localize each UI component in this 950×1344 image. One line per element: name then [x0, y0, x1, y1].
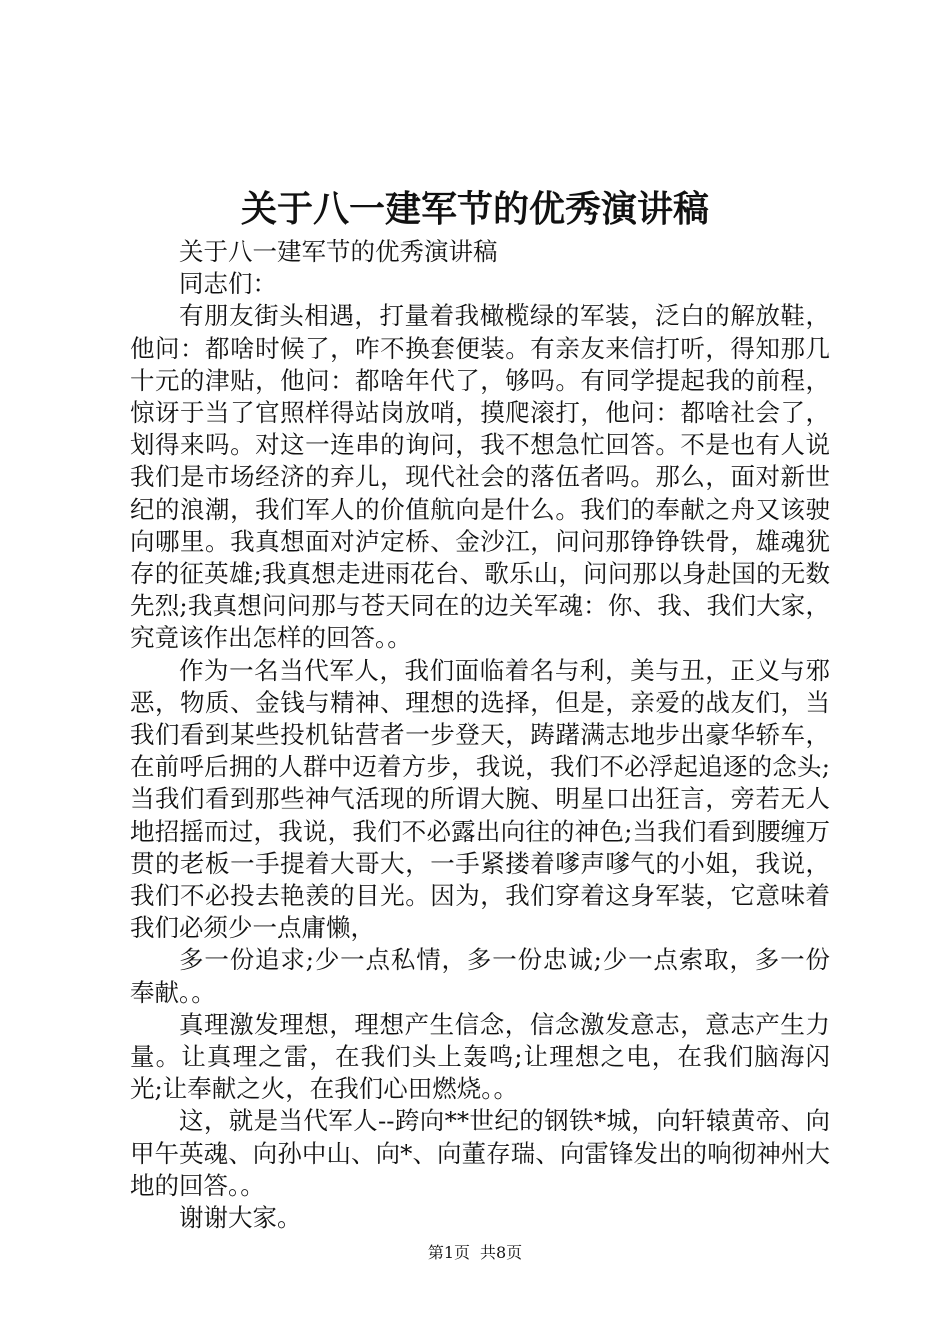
paragraph-2: 作为一名当代军人，我们面临着名与利，美与丑，正义与邪恶，物质、金钱与精神、理想的选择，但是，亲爱的战友们，当我们看到某些投机钻营者一步登天，踌躇满志地步出豪华轿车，在前呼后拥的人群中迈着方步，我说，我们不必浮起追逐的念头;当我们看到那些神气活现的所谓大腕、明星口出狂言，旁若无人地招摇而过，我说，我们不必露出向往的神色;当我们看到腰缠万贯的老板一手提着大哥大，一手紧搂着嗲声嗲气的小姐，我说，我们不必投去艳羡的目光。因为，我们穿着这身军装，它意味着我们必须少一点庸懒，	[130, 655, 830, 943]
paragraph-salutation: 同志们：	[179, 269, 277, 299]
paragraph-3: 多一份追求;少一点私情，多一份忠诚;少一点索取，多一份奉献。。	[130, 945, 830, 1007]
paragraph-5: 这，就是当代军人--跨向**世纪的钢铁*城，向轩辕黄帝、向甲午英魂、向孙中山、向*、向董存瑞、向雷锋发出的响彻神州大地的回答。。	[130, 1106, 830, 1200]
paragraph-closing: 谢谢大家。	[179, 1203, 302, 1233]
page-number: 第1页	[427, 1243, 470, 1262]
document-body	[130, 236, 830, 1234]
page-footer	[0, 1242, 950, 1264]
paragraph-subtitle: 关于八一建军节的优秀演讲稿	[179, 237, 498, 266]
paragraph-1: 有朋友街头相遇，打量着我橄榄绿的军装，泛白的解放鞋，他问：都啥时候了，咋不换套便装。有亲友来信打听，得知那几十元的津贴，他问：都啥年代了，够吗。有同学提起我的前程，惊讶于当了官照样得站岗放哨，摸爬滚打，他问：都啥社会了，划得来吗。对这一连串的询问，我不想急忙回答。不是也有人说我们是市场经济的弃儿，现代社会的落伍者吗。那么，面对新世纪的浪潮，我们军人的价值航向是什么。我们的奉献之舟又该驶向哪里。我真想面对泸定桥、金沙江，问问那铮铮铁骨，雄魂犹存的征英雄;我真想走进雨花台、歌乐山，问问那以身赴国的无数先烈;我真想问问那与苍天同在的边关军魂：你、我、我们大家，究竟该作出怎样的回答。。	[130, 301, 830, 653]
document-title: 关于八一建军节的优秀演讲稿	[240, 188, 709, 230]
paragraph-4: 真理激发理想，理想产生信念，信念激发意志，意志产生力量。让真理之雷，在我们头上轰鸣;让理想之电，在我们脑海闪光;让奉献之火，在我们心田燃烧。。	[130, 1009, 830, 1104]
page-total: 共8页	[480, 1243, 523, 1262]
